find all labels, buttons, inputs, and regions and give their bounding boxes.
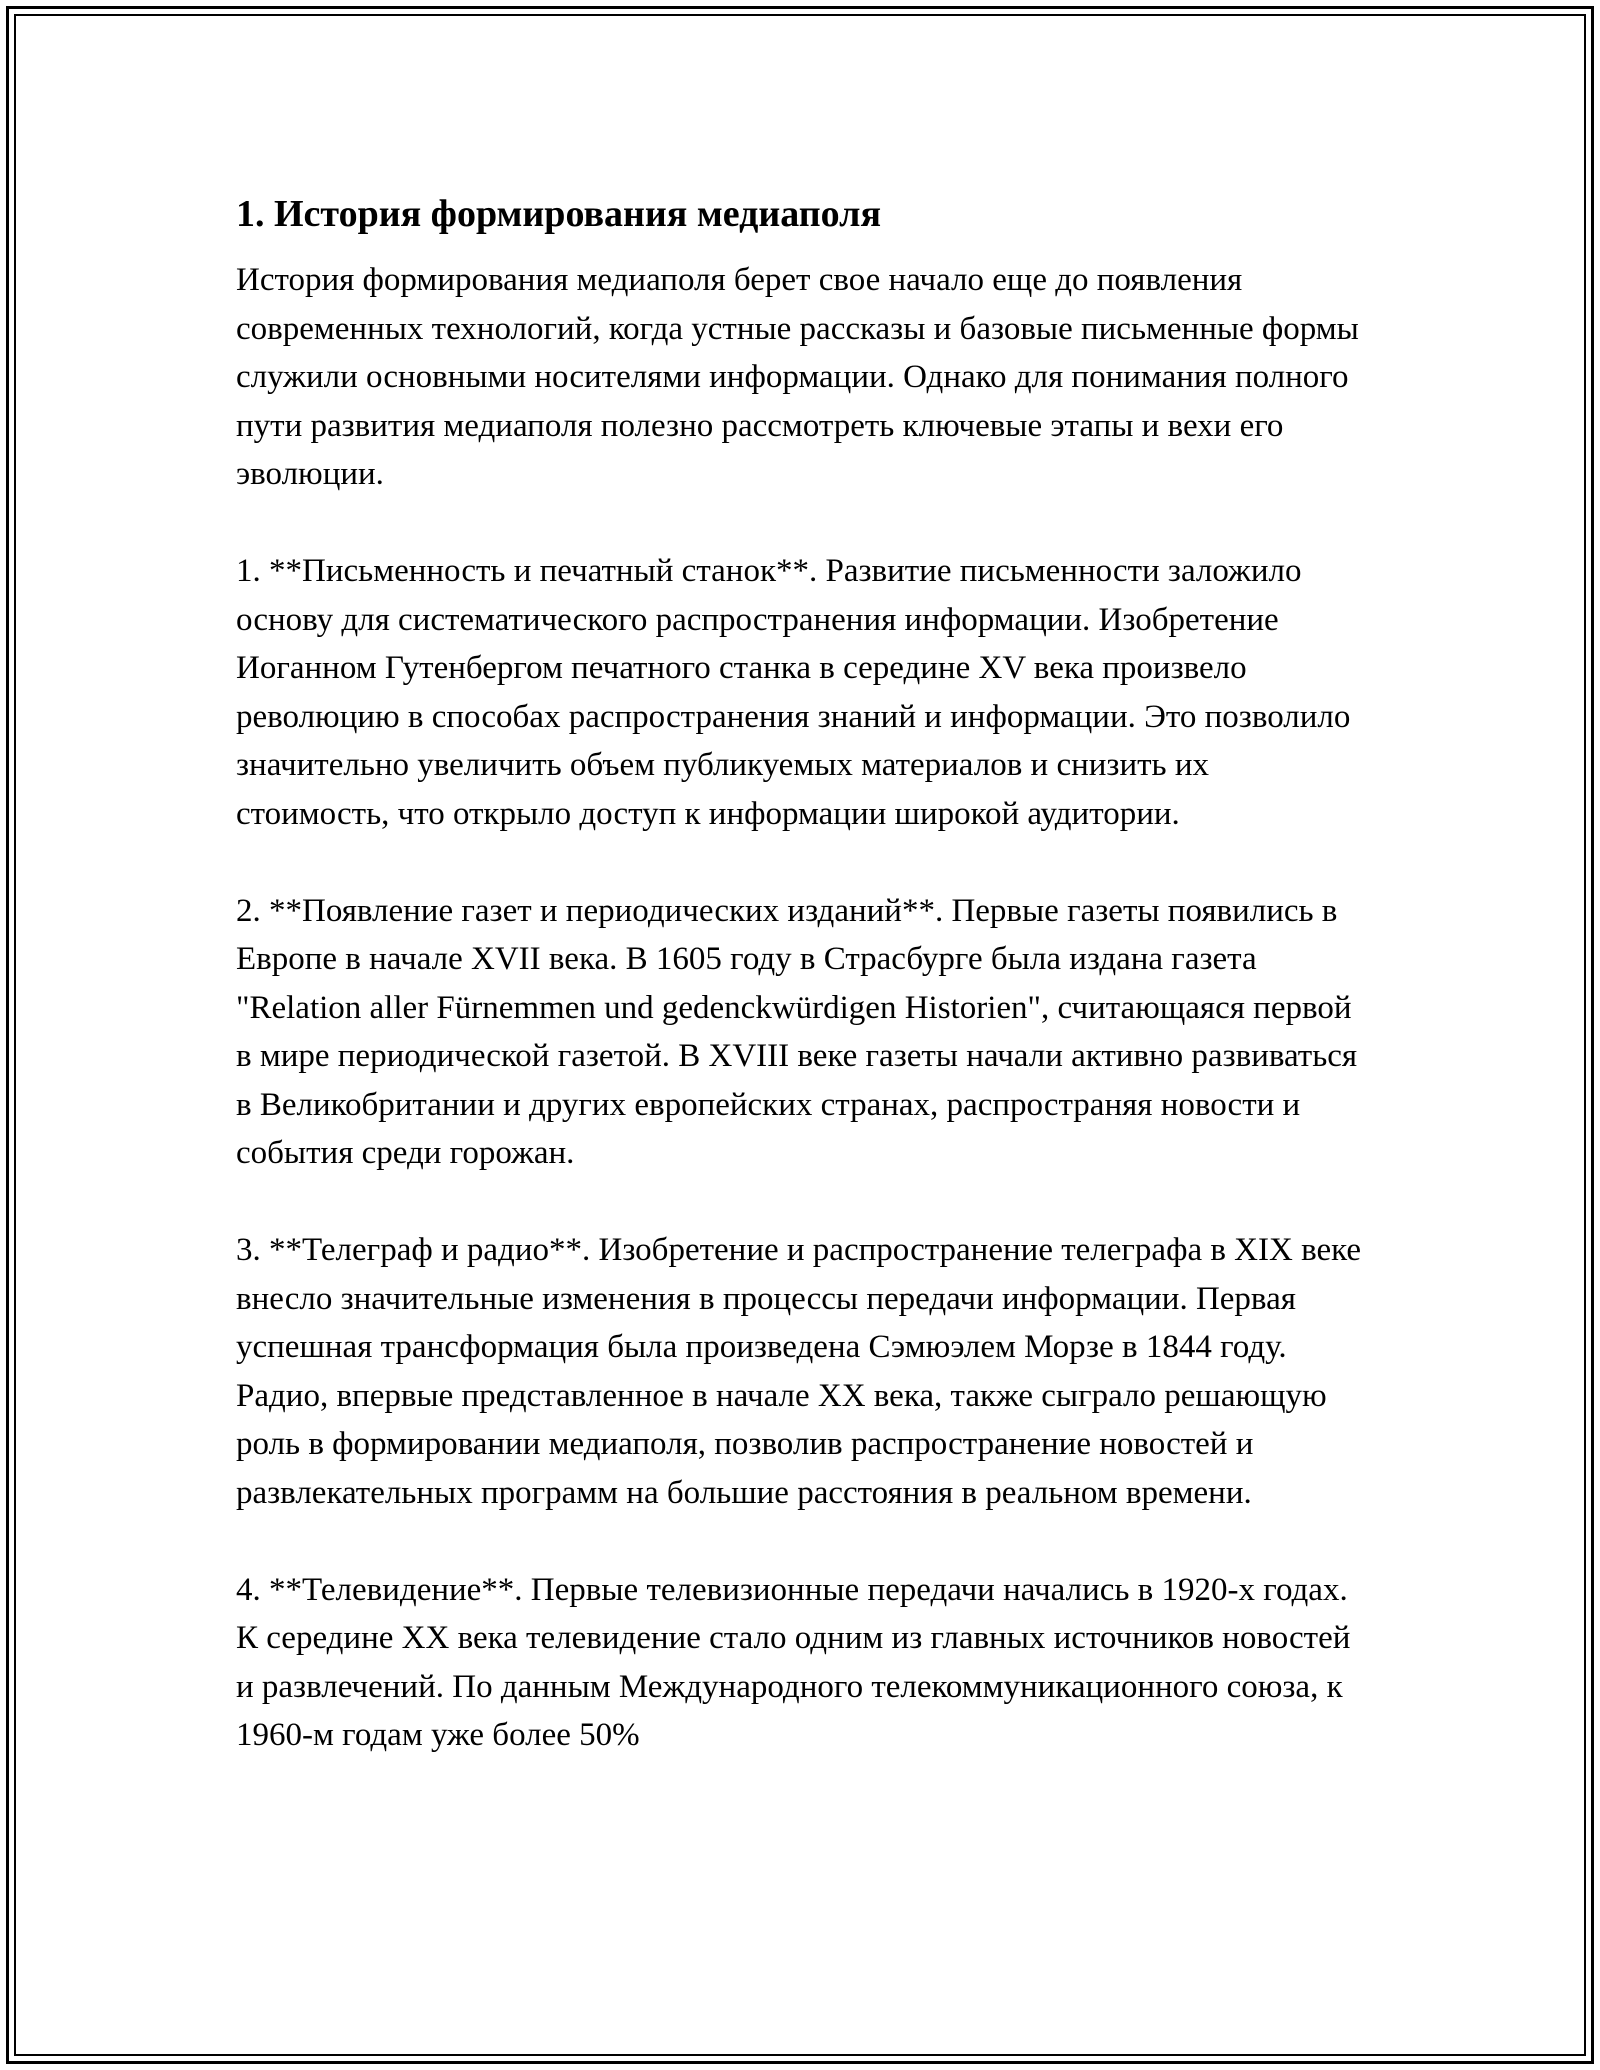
paragraph-newspapers: 2. **Появление газет и периодических изданий**. Первые газеты появились в Европе в начале XVII века. В 1605 году в Страсбурге была издана газета "Relation aller Fürnemmen und gedenckwürdigen Historien", считающаяся первой в мире периодической газетой. В XVIII веке газеты начали активно развиваться в Великобритании и других европейских странах, распространяя новости и события среди горожан. bbox=[236, 892, 1358, 1171]
paragraph-telegraph-radio: 3. **Телеграф и радио**. Изобретение и распространение телеграфа в XIX веке внесло значительные изменения в процессы передачи информации. Первая успешная трансформация была произведена Сэмюэлем Морзе в 1844 году. Радио, впервые представленное в начале XX века, также сыграло решающую роль в формировании медиаполя, позволив распространение новостей и развлекательных программ на большие расстояния в реальном времени. bbox=[236, 1232, 1361, 1511]
paragraph-intro: История формирования медиаполя берет свое начало еще до появления современных технологий, когда устные рассказы и базовые письменные формы служили основными носителями информации. Однако для понимания полного пути развития медиаполя полезно рассмотреть ключевые этапы и вехи его эволюции. bbox=[236, 262, 1359, 492]
paragraph-writing-printing: 1. **Письменность и печатный станок**. Развитие письменности заложило основу для систематического распространения информации. Изобретение Иоганном Гутенбергом печатного станка в середине XV века произвело революцию в способах распространения знаний и информации. Это позволило значительно увеличить объем публикуемых материалов и снизить их стоимость, что открыло доступ к информации широкой аудитории. bbox=[236, 553, 1351, 832]
paragraph-television: 4. **Телевидение**. Первые телевизионные передачи начались в 1920-х годах. К середине XX века телевидение стало одним из главных источников новостей и развлечений. По данным Международного телекоммуникационного союза, к 1960-м годам уже более 50% bbox=[236, 1571, 1351, 1753]
section-heading: 1. История формирования медиаполя bbox=[236, 193, 881, 235]
document-body bbox=[236, 190, 1366, 1808]
